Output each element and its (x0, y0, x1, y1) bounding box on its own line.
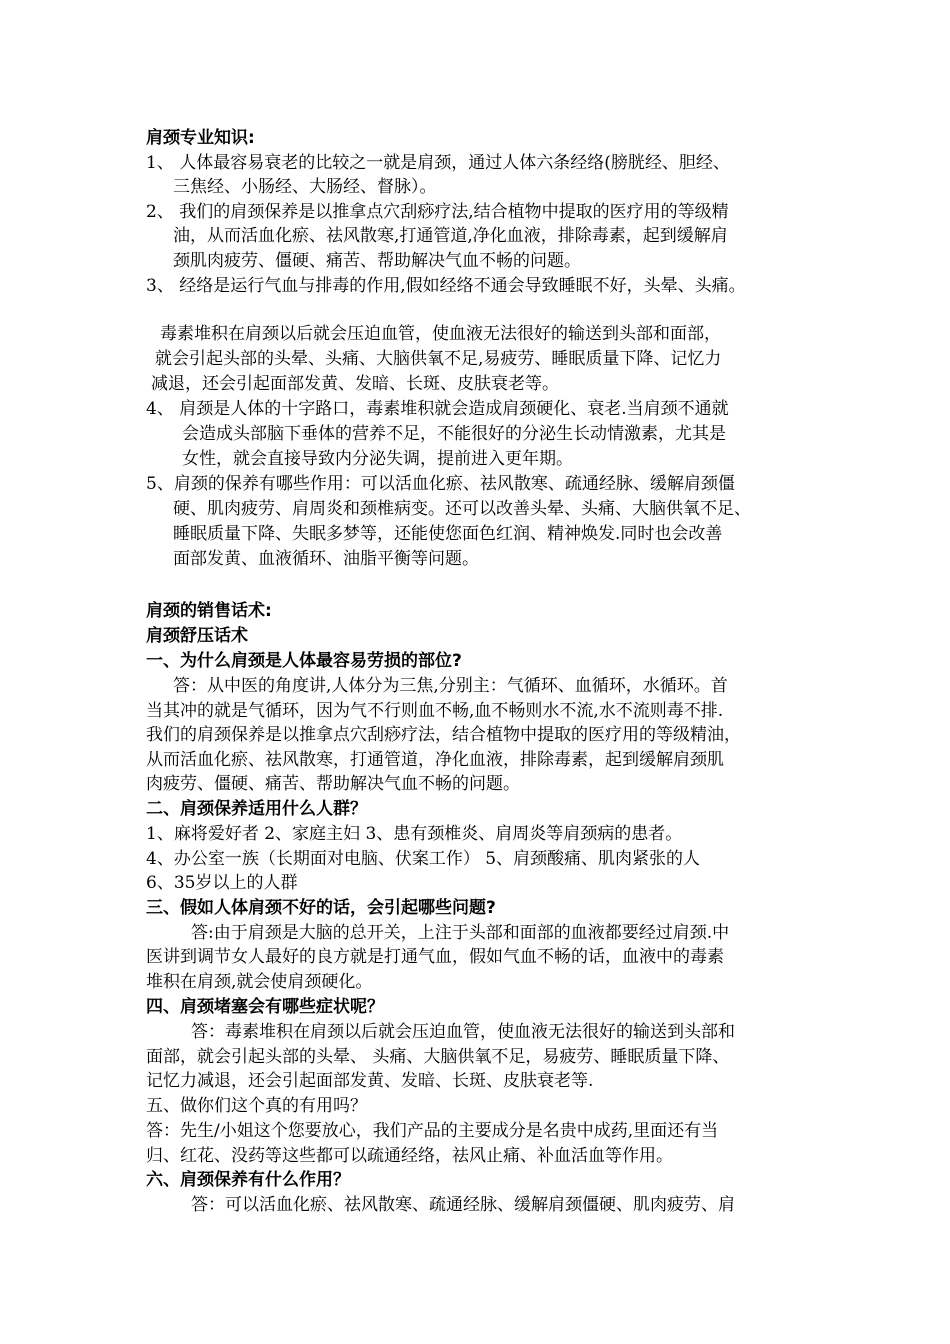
question-4: 四、肩颈堵塞会有哪些症状呢？ (146, 997, 384, 1017)
knowledge-item-2-line-2: 油，从而活血化瘀、祛风散寒,打通管道,净化血液，排除毒素，起到缓解肩 (173, 226, 728, 246)
answer-1-line-3: 我们的肩颈保养是以推拿点穴刮痧疗法，结合植物中提取的医疗用的等级精油， (146, 725, 741, 745)
question-3: 三、假如人体肩颈不好的话，会引起哪些问题? (146, 898, 496, 918)
answer-3-line-3: 堆积在肩颈,就会使肩颈硬化。 (146, 972, 373, 992)
knowledge-item-5-line-2: 硬、肌肉疲劳、肩周炎和颈椎病变。还可以改善头晕、头痛、大脑供氧不足、 (173, 499, 751, 519)
knowledge-item-5-line-3: 睡眠质量下降、失眠多梦等，还能使您面色红润、精神焕发.同时也会改善 (173, 524, 723, 544)
section-title-knowledge: 肩颈专业知识: (146, 128, 255, 148)
section-subtitle: 肩颈舒压话术 (146, 626, 248, 646)
answer-5-line-2: 归、红花、没药等这些都可以疏通经络，祛风止痛、补血活血等作用。 (146, 1146, 673, 1166)
answer-2-line-3: 6、35岁以上的人群 (146, 873, 298, 893)
knowledge-item-2-line-3: 颈肌肉疲劳、僵硬、痛苦、帮助解决气血不畅的问题。 (173, 251, 581, 271)
knowledge-item-4-line-2: 会造成头部脑下垂体的营养不足，不能很好的分泌生长动情激素，尤其是 (182, 424, 726, 444)
answer-4-line-1: 答：毒素堆积在肩颈以后就会压迫血管，使血液无法很好的输送到头部和 (191, 1022, 735, 1042)
answer-3-line-2: 医讲到调节女人最好的良方就是打通气血，假如气血不畅的话，血液中的毒素 (146, 947, 724, 967)
answer-1-line-4: 从而活血化瘀、祛风散寒，打通管道，净化血液，排除毒素，起到缓解肩颈肌 (146, 750, 724, 770)
knowledge-para-line-2: 就会引起头部的头晕、头痛、大脑供氧不足,易疲劳、睡眠质量下降、记忆力 (155, 349, 722, 369)
knowledge-item-5-line-4: 面部发黄、血液循环、油脂平衡等问题。 (173, 549, 479, 569)
answer-5-line-1: 答：先生/小姐这个您要放心，我们产品的主要成分是名贵中成药,里面还有当 (146, 1121, 719, 1141)
answer-1-line-1: 答：从中医的角度讲,人体分为三焦,分别主：气循环、血循环，水循环。首 (173, 676, 728, 696)
knowledge-item-4-line-1: 4、 肩颈是人体的十字路口，毒素堆积就会造成肩颈硬化、衰老.当肩颈不通就 (146, 399, 729, 419)
answer-4-line-3: 记忆力减退，还会引起面部发黄、发暗、长斑、皮肤衰老等. (146, 1071, 594, 1091)
knowledge-item-5-line-1: 5、肩颈的保养有哪些作用：可以活血化瘀、祛风散寒、疏通经脉、缓解肩颈僵 (146, 474, 735, 494)
answer-1-line-5: 肉疲劳、僵硬、痛苦、帮助解决气血不畅的问题。 (146, 774, 520, 794)
answer-1-line-2: 当其冲的就是气循环，因为气不行则血不畅,血不畅则水不流,水不流则毒不排. (146, 701, 724, 721)
knowledge-item-1-line-2: 三焦经、小肠经、大肠经、督脉）。 (173, 177, 437, 197)
answer-2-line-2: 4、办公室一族（长期面对电脑、伏案工作） 5、肩颈酸痛、肌肉紧张的人 (146, 849, 701, 869)
answer-3-line-1: 答:由于肩颈是大脑的总开关，上注于头部和面部的血液都要经过肩颈.中 (191, 923, 730, 943)
question-6: 六、肩颈保养有什么作用？ (146, 1170, 350, 1190)
knowledge-para-line-1: 毒素堆积在肩颈以后就会压迫血管，使血液无法很好的输送到头部和面部， (160, 324, 721, 344)
knowledge-para-line-3: 减退，还会引起面部发黄、发暗、长斑、皮肤衰老等。 (151, 374, 559, 394)
section-title-sales: 肩颈的销售话术: (146, 601, 272, 621)
question-5: 五、做你们这个真的有用吗？ (146, 1096, 367, 1116)
question-2: 二、肩颈保养适用什么人群？ (146, 799, 367, 819)
question-1: 一、为什么肩颈是人体最容易劳损的部位? (146, 651, 462, 671)
answer-6-line-1: 答：可以活血化瘀、祛风散寒、疏通经脉、缓解肩颈僵硬、肌肉疲劳、肩 (191, 1195, 735, 1215)
answer-4-line-2: 面部，就会引起头部的头晕、 头痛、大脑供氧不足，易疲劳、睡眠质量下降、 (146, 1047, 730, 1067)
knowledge-item-4-line-3: 女性，就会直接导致内分泌失调，提前进入更年期。 (182, 449, 573, 469)
knowledge-item-2-line-1: 2、 我们的肩颈保养是以推拿点穴刮痧疗法,结合植物中提取的医疗用的等级精 (146, 202, 729, 222)
knowledge-item-1-line-1: 1、 人体最容易衰老的比较之一就是肩颈，通过人体六条经络(膀胱经、胆经、 (146, 153, 730, 173)
knowledge-item-3-line-1: 3、 经络是运行气血与排毒的作用,假如经络不通会导致睡眠不好，头晕、头痛。 (146, 276, 746, 296)
answer-2-line-1: 1、麻将爱好者 2、家庭主妇 3、患有颈椎炎、肩周炎等肩颈病的患者。 (146, 824, 683, 844)
